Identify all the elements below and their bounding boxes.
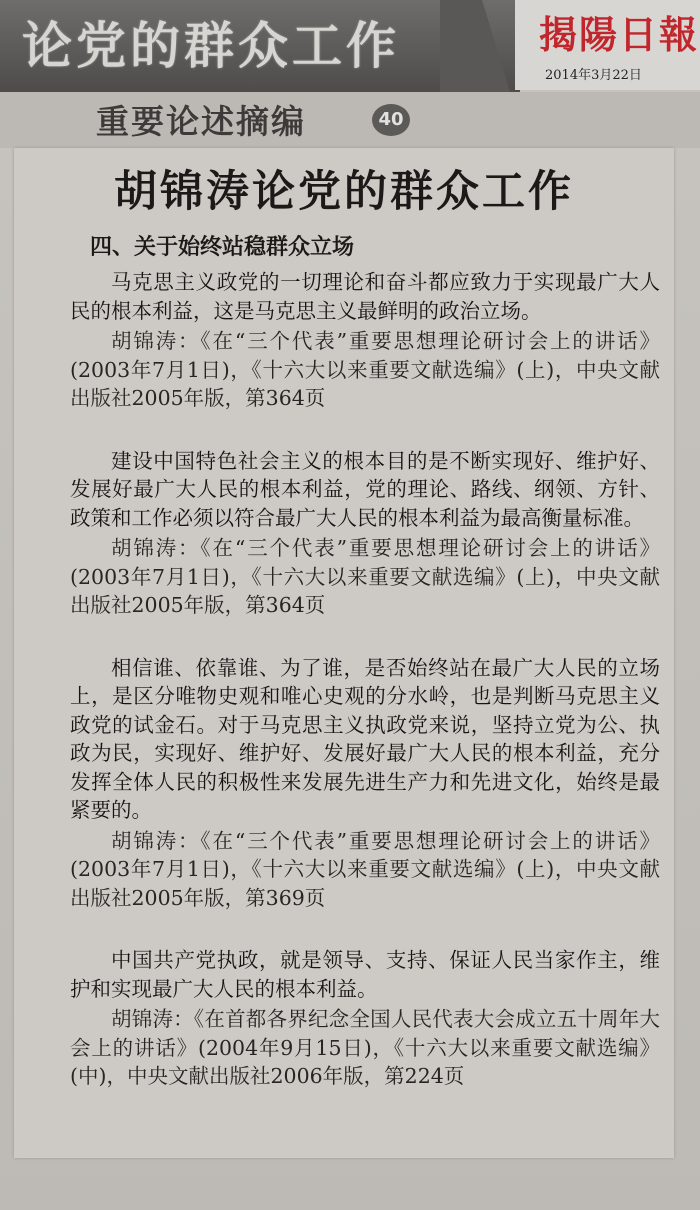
issue-number-badge: 40 (372, 104, 410, 136)
banner-tab-shape (440, 0, 510, 92)
quote-paragraph: 中国共产党执政，就是领导、支持、保证人民当家作主，维护和实现最广大人民的根本利益。 (70, 948, 660, 1001)
article-title: 胡锦涛论党的群众工作 (114, 167, 574, 217)
newspaper-logo: 揭陽日報 (539, 12, 700, 57)
publication-date: 2014年3月22日 (545, 68, 642, 83)
column-subtitle: 重要论述摘编 (96, 102, 306, 141)
paragraph-gap (70, 620, 660, 654)
series-title: 论党的群众工作 (22, 17, 400, 75)
subheader (0, 92, 700, 148)
article-body (70, 268, 660, 1091)
quote-paragraph: 建设中国特色社会主义的根本目的是不断实现好、维护好、发展好最广大人民的根本利益，党的理论、路线、纲领、方针、政策和工作必须以符合最广大人民的根本利益为最高衡量标准。 (70, 448, 660, 530)
masthead (515, 0, 700, 90)
section-heading: 四、关于始终站稳群众立场 (90, 235, 355, 260)
quote-citation: 胡锦涛：《在“三个代表”重要思想理论研讨会上的讲话》(2003年7月1日)，《十六大以来重要文献选编》(上)，中央文献出版社2005年版，第369页 (70, 828, 660, 910)
quote-paragraph: 马克思主义政党的一切理论和奋斗都应致力于实现最广大人民的根本利益，这是马克思主义最鲜明的政治立场。 (70, 270, 660, 323)
paragraph-gap (70, 912, 660, 946)
series-banner (0, 0, 520, 92)
article (14, 148, 674, 1158)
paragraph-gap (70, 413, 660, 447)
quote-citation: 胡锦涛：《在“三个代表”重要思想理论研讨会上的讲话》(2003年7月1日)，《十六大以来重要文献选编》(上)，中央文献出版社2005年版，第364页 (70, 536, 660, 617)
quote-paragraph: 相信谁、依靠谁、为了谁，是否始终站在最广大人民的立场上，是区分唯物史观和唯心史观的分水岭，也是判断马克思主义政党的试金石。对于马克思主义执政党来说，坚持立党为公、执政为民，实现好、维护好、发展好最广大人民的根本利益，充分发挥全体人民的积极性来发展先进生产力和先进文化，始终是最紧要的。 (70, 655, 660, 822)
quote-citation: 胡锦涛：《在“三个代表”重要思想理论研讨会上的讲话》(2003年7月1日)，《十六大以来重要文献选编》(上)，中央文献出版社2005年版，第364页 (70, 329, 660, 410)
quote-citation: 胡锦涛：《在首都各界纪念全国人民代表大会成立五十周年大会上的讲话》(2004年9月15日)，《十六大以来重要文献选编》(中)，中央文献出版社2006年版，第224页 (70, 1007, 660, 1088)
